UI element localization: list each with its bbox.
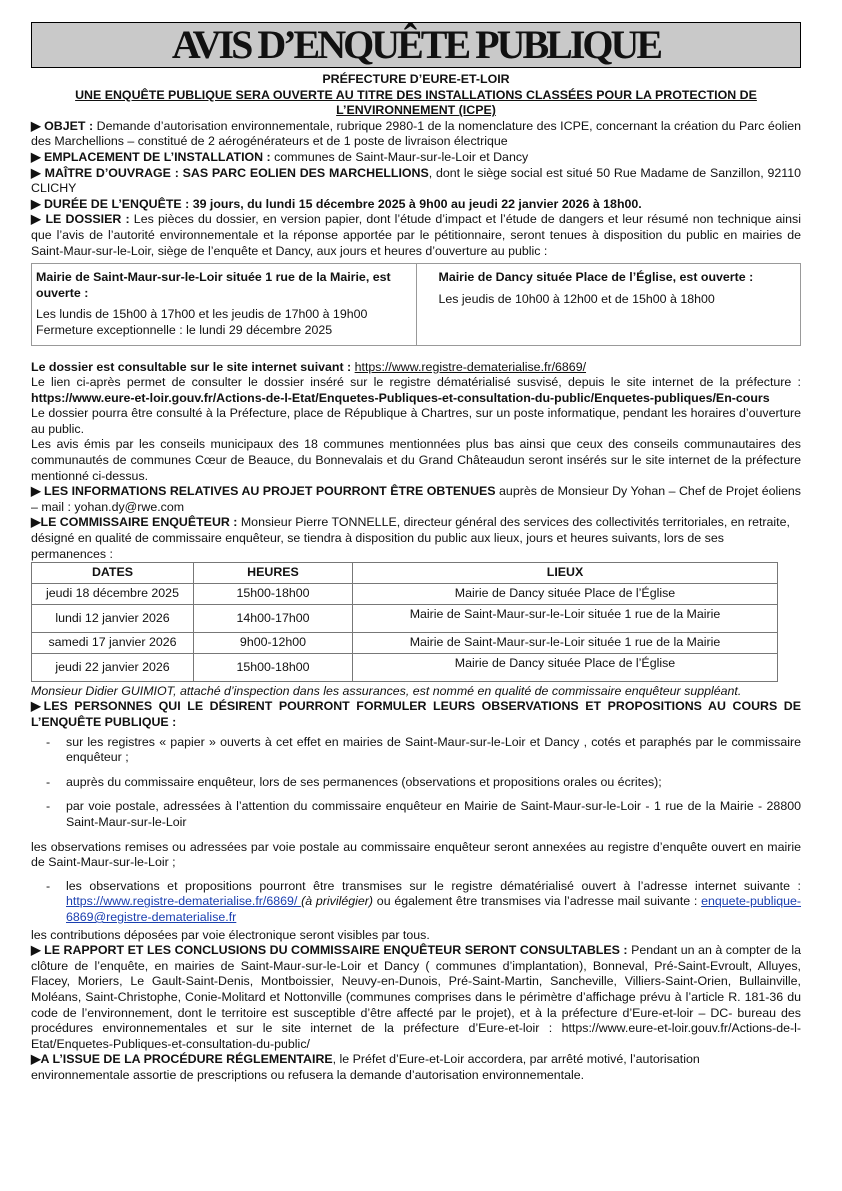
prefecture-link[interactable]: https://www.eure-et-loir.gouv.fr/Actions-de-l-Etat/Enquetes-Publiques-et-consultation-du-public/Enquetes-publiques/En-cours: [31, 390, 770, 405]
infos-paragraph: ▶ LES INFORMATIONS RELATIVES AU PROJET POURRONT ÊTRE OBTENUES auprès de Monsieur Dy Yohan – Chef de Projet éoliens – mail : yohan.dy@rwe.com: [31, 484, 801, 514]
arrow-icon: ▶: [31, 196, 41, 211]
commissaire-paragraph: ▶LE COMMISSAIRE ENQUÊTEUR : Monsieur Pierre TONNELLE, directeur général des services des collectivités territoriales, en retraite, désigné en qualité de commissaire enquêteur, se tiendra à disposition du public aux lieux, jours et heures suivants, lors de ses permanences :: [31, 515, 790, 561]
lien-paragraph: Le lien ci-après permet de consulter le dossier inséré sur le registre dématérialisé susvisé, depuis le site internet de la préfecture : https://www.eure-et-loir.gouv.fr/Actions-de-l-Etat/Enquetes-Publiques-et-consultation-du-public/Enquetes-publiques/En-cours: [31, 375, 801, 405]
observations-list: [31, 735, 801, 831]
emplacement-paragraph: ▶ EMPLACEMENT DE L’INSTALLATION : communes de Saint-Maur-sur-le-Loir et Dancy: [31, 149, 529, 164]
col-header-heures: HEURES: [194, 563, 353, 584]
col-header-dates: DATES: [32, 563, 194, 584]
mairies-table: [31, 263, 801, 345]
table-row: jeudi 22 janvier 2026 15h00-18h00 Mairie de Dancy située Place de l’Église: [32, 653, 778, 681]
site-paragraph: Le dossier est consultable sur le site internet suivant : https://www.registre-dematerialise.fr/6869/: [31, 359, 587, 374]
notice-page: [31, 22, 801, 1083]
subtitle-heading: UNE ENQUÊTE PUBLIQUE SERA OUVERTE AU TITRE DES INSTALLATIONS CLASSÉES POUR LA PROTECTION DE L’ENVIRONNEMENT (ICPE): [75, 87, 757, 118]
issue-paragraph: ▶A L’ISSUE DE LA PROCÉDURE RÉGLEMENTAIRE, le Préfet d’Eure-et-Loir accordera, par arrêté motivé, l’autorisation environnementale assortie de prescriptions ou refusera la demande d’autorisation environnementale.: [31, 1052, 700, 1082]
suppleant-paragraph: Monsieur Didier GUIMIOT, attaché d’inspection dans les assurances, est nommé en qualité de commissaire enquêteur suppléant.: [31, 683, 742, 698]
arrow-icon: ▶: [31, 149, 41, 164]
arrow-icon: ▶: [31, 699, 44, 714]
mairie-dancy-cell: Mairie de Dancy située Place de l’Église, est ouverte : Les jeudis de 10h00 à 12h00 et de 15h00 à 18h00: [416, 264, 801, 345]
prefecture-paragraph: Le dossier pourra être consulté à la Préfecture, place de République à Chartres, sur un poste informatique, pendant les horaires d’ouverture au public.: [31, 406, 801, 436]
permanences-table: [31, 562, 778, 682]
email-link[interactable]: enquete-publique-6869@registre-dematerialise.fr: [66, 894, 802, 924]
title-banner: [31, 22, 801, 68]
table-row: lundi 12 janvier 2026 14h00-17h00 Mairie de Saint-Maur-sur-le-Loir située 1 rue de la Mairie: [32, 604, 778, 632]
registre-url-link[interactable]: https://www.registre-dematerialise.fr/6869/: [66, 894, 302, 909]
list-item: - par voie postale, adressées à l’attention du commissaire enquêteur en Mairie de Saint-Maur-sur-le-Loir - 1 rue de la Mairie - 28800 Saint-Maur-sur-le-Loir: [66, 799, 801, 830]
arrow-icon: ▶: [31, 1052, 41, 1067]
avis-paragraph: Les avis émis par les conseils municipaux des 18 communes mentionnées plus bas ainsi que ceux des conseils communautaires des communautés de communes Cœur de Beauce, du Bonnevalais et du Grand Châteaudun seront insérés sur le site internet de la préfecture mentionné ci-dessus.: [31, 437, 801, 483]
registre-link[interactable]: https://www.registre-dematerialise.fr/6869/: [354, 359, 587, 374]
arrow-icon: ▶: [31, 212, 42, 227]
table-row: jeudi 18 décembre 2025 15h00-18h00 Mairie de Dancy située Place de l’Église: [32, 583, 778, 604]
annexees-paragraph: les observations remises ou adressées par voie postale au commissaire enquêteur seront annexées au registre d’enquête ouvert en mairie de Saint-Maur-sur-le-Loir ;: [31, 839, 801, 870]
col-header-lieux: LIEUX: [353, 563, 778, 584]
list-item: - les observations et propositions pourront être transmises sur le registre dématérialisé ouvert à l’adresse internet suivante : https://www.registre-dematerialise.fr/6869/ (à privilégier) ou également être transmises via l’adresse mail suivante : enquete-publique-6869@registre-dematerialise.fr: [66, 879, 801, 926]
mairie-saint-maur-cell: Mairie de Saint-Maur-sur-le-Loir située 1 rue de la Mairie, est ouverte : Les lundis de 15h00 à 17h00 et les jeudis de 17h00 à 19h00 Fermeture exceptionnelle : le lundi 29 décembre 2025: [32, 264, 417, 345]
electronique-list: [31, 879, 801, 926]
rapport-paragraph: ▶ LE RAPPORT ET LES CONCLUSIONS DU COMMISSAIRE ENQUÊTEUR SERONT CONSULTABLES : Pendant un an à compter de la clôture de l’enquête, en mairies de Saint-Maur-sur-le-Loir et Dancy ( communes d’implantation), Bonneval, Pré-Saint-Evroult, Alluyes, Flacey, Moriers, Le Gault-Saint-Denis, Montboissier, Neuvy-en-Dunois, Pré-Saint-Martin, Sancheville, Villiers-Saint-Orien, Bullainville, Moléans, Saint-Christophe, Conie-Molitard et Nottonville (communes comprises dans le périmètre d’affichage prévu à l’article R. 181-36 du code de l’environnement, dont le territoire est susceptible d’être affecté par le projet), et à la préfecture d’Eure-et-loir – DC- bureau des procédures environnementales et sur le site internet de la préfecture d’Eure-et-loir : https://www.eure-et-loir.gouv.fr/Actions-de-l-Etat/Enquetes-Publiques-et-consultation-du-public/: [31, 943, 801, 1051]
list-item: - sur les registres « papier » ouverts à cet effet en mairies de Saint-Maur-sur-le-Loir et Dancy , cotés et paraphés par le commissaire enquêteur ;: [66, 735, 801, 766]
duree-paragraph: ▶ DURÉE DE L’ENQUÊTE : 39 jours, du lundi 15 décembre 2025 à 9h00 au jeudi 22 janvier 2026 à 18h00.: [31, 196, 642, 211]
prefecture-heading: PRÉFECTURE D’EURE-ET-LOIR: [322, 72, 510, 86]
arrow-icon: ▶: [31, 943, 41, 958]
arrow-icon: ▶: [31, 165, 41, 180]
list-item: - auprès du commissaire enquêteur, lors de ses permanences (observations et propositions orales ou écrites);: [66, 775, 801, 791]
arrow-icon: ▶: [31, 515, 41, 530]
table-row: samedi 17 janvier 2026 9h00-12h00 Mairie de Saint-Maur-sur-le-Loir située 1 rue de la Mairie: [32, 632, 778, 653]
observations-heading: ▶LES PERSONNES QUI LE DÉSIRENT POURRONT FORMULER LEURS OBSERVATIONS ET PROPOSITIONS AU COURS DE L’ENQUÊTE PUBLIQUE :: [31, 699, 802, 729]
dossier-paragraph: ▶ LE DOSSIER : Les pièces du dossier, en version papier, dont l’étude d’impact et l’étude de dangers et leur résumé non technique ainsi que l’avis de l’autorité environnementale et la réponse apportée par le pétitionnaire, seront tenues à disposition du public en mairies de Saint-Maur-sur-le-Loir, siège de l’enquête et Dancy, aux jours et heures d’ouverture au public :: [31, 212, 802, 258]
arrow-icon: ▶: [31, 484, 41, 499]
maitre-paragraph: ▶ MAÎTRE D’OUVRAGE : SAS PARC EOLIEN DES MARCHELLIONS, dont le siège social est situé 50 Rue Madame de Sanzillon, 92110 CLICHY: [31, 165, 801, 196]
objet-paragraph: ▶ OBJET : Demande d’autorisation environnementale, rubrique 2980-1 de la nomenclature des ICPE, concernant la création du Parc éolien des Marchellions – constitué de 2 aérogénérateurs et de 1 poste de livraison électrique: [31, 118, 802, 149]
arrow-icon: ▶: [31, 118, 41, 133]
contributions-paragraph: les contributions déposées par voie électronique seront visibles par tous.: [31, 927, 430, 942]
page-title: AVIS D’ENQUÊTE PUBLIQUE: [171, 22, 661, 67]
